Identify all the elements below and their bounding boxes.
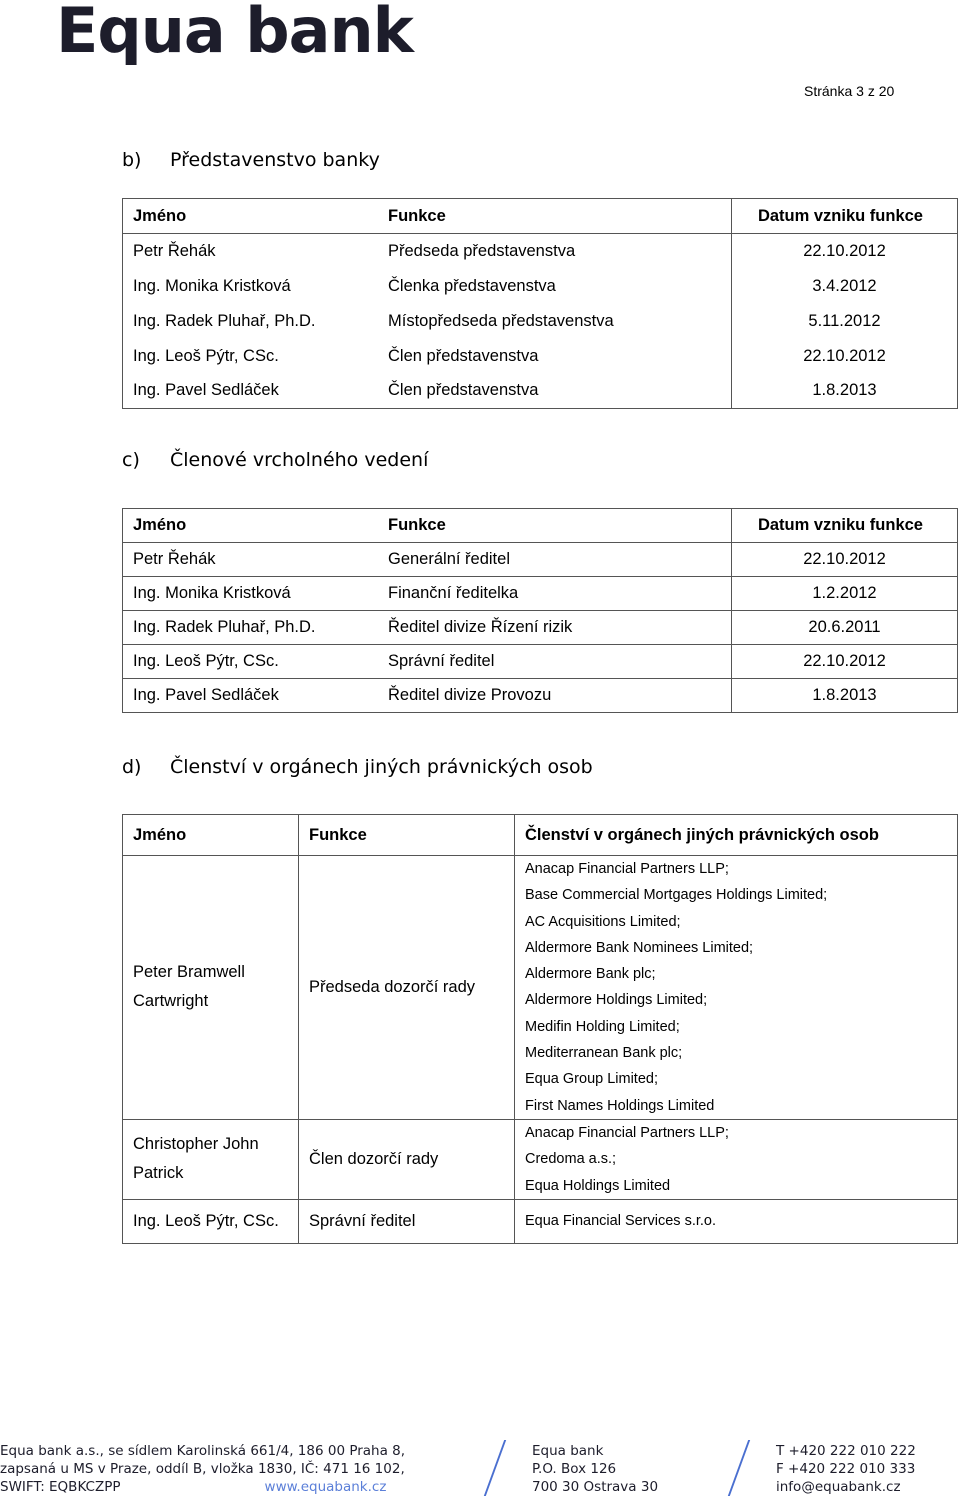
cell-date: 22.10.2012: [732, 543, 958, 577]
cell-function: Člen představenstva: [378, 339, 732, 374]
cell-date: 20.6.2011: [732, 611, 958, 645]
table-header-row: [123, 509, 958, 543]
table-row: [123, 269, 958, 304]
header-memberships: Členství v orgánech jiných právnických osob: [515, 815, 958, 856]
cell-date: 3.4.2012: [812, 276, 877, 295]
membership-item: Equa Financial Services s.r.o.: [525, 1213, 717, 1230]
cell-name: Petr Řehák: [133, 241, 216, 260]
header-name: Jméno: [123, 509, 379, 543]
cell-name: Petr Řehák: [123, 543, 379, 577]
cell-function: Člen představenstva: [378, 374, 732, 409]
section-heading: Členství v orgánech jiných právnických osob: [170, 756, 593, 778]
table-header-row: [123, 815, 958, 856]
table-row: [123, 856, 958, 1120]
membership-item: Mediterranean Bank plc;: [525, 1045, 683, 1062]
table-header-row: [123, 199, 958, 234]
cell-function: Člen dozorčí rady: [299, 1119, 515, 1199]
footer-divider-slash: [484, 1440, 506, 1496]
cell-date: 1.8.2013: [812, 381, 877, 400]
membership-item: Aldermore Bank plc;: [525, 966, 656, 983]
header-date: Datum vzniku funkce: [732, 509, 958, 543]
cell-memberships: [515, 1119, 958, 1199]
cell-name: Ing. Pavel Sedláček: [123, 679, 379, 713]
cell-function: Správní ředitel: [378, 645, 732, 679]
table-row: [123, 577, 958, 611]
footer-fax: F +420 222 010 333: [776, 1461, 916, 1477]
membership-item: Credoma a.s.;: [525, 1151, 617, 1168]
cell-function: Generální ředitel: [378, 543, 732, 577]
cell-date: 22.10.2012: [732, 645, 958, 679]
membership-item: Aldermore Holdings Limited;: [525, 992, 708, 1009]
membership-item: Anacap Financial Partners LLP;: [525, 1124, 729, 1141]
cell-name: Ing. Pavel Sedláček: [133, 381, 279, 400]
table-row: [123, 339, 958, 374]
cell-date: 1.8.2013: [732, 679, 958, 713]
table-row: [123, 679, 958, 713]
cell-date: 22.10.2012: [803, 241, 886, 260]
section-heading: Představenstvo banky: [170, 149, 380, 171]
cell-function: Místopředseda představenstva: [378, 304, 732, 339]
footer-swift: SWIFT: EQBKCZPP: [0, 1479, 121, 1495]
cell-function: Správní ředitel: [299, 1199, 515, 1243]
equa-bank-logo: Equa bank: [56, 0, 413, 67]
footer-line: P.O. Box 126: [532, 1461, 617, 1477]
memberships-table: [122, 814, 958, 1244]
cell-name: Ing. Radek Pluhař, Ph.D.: [123, 611, 379, 645]
cell-name: Ing. Leoš Pýtr, CSc.: [133, 346, 279, 365]
footer-line: 700 30 Ostrava 30: [532, 1479, 659, 1495]
board-table: [122, 198, 958, 409]
footer-line: zapsaná u MS v Praze, oddíl B, vložka 1830, IČ: 471 16 102,: [0, 1461, 405, 1477]
membership-item: Equa Group Limited;: [525, 1071, 658, 1088]
membership-item: Base Commercial Mortgages Holdings Limited;: [525, 887, 828, 904]
section-letter: b): [122, 149, 142, 171]
section-title-management: [122, 449, 428, 471]
header-function: Funkce: [378, 509, 732, 543]
cell-name: Christopher John Patrick: [123, 1119, 299, 1199]
management-table: [122, 508, 958, 713]
footer-website-link[interactable]: www.equabank.cz: [264, 1479, 387, 1495]
table-row: [123, 234, 958, 269]
membership-item: Aldermore Bank Nominees Limited;: [525, 939, 754, 956]
cell-name: Ing. Radek Pluhař, Ph.D.: [133, 311, 316, 330]
footer-contact: [776, 1442, 916, 1496]
cell-name: Ing. Leoš Pýtr, CSc.: [123, 645, 379, 679]
header-date: Datum vzniku funkce: [732, 199, 958, 234]
cell-function: Finanční ředitelka: [378, 577, 732, 611]
page-number: Stránka 3 z 20: [804, 83, 895, 99]
membership-item: First Names Holdings Limited: [525, 1097, 715, 1114]
cell-function: Předseda dozorčí rady: [299, 856, 515, 1120]
cell-name: Peter Bramwell Cartwright: [123, 856, 299, 1120]
footer-line: [0, 1478, 405, 1496]
footer-email-link[interactable]: info@equabank.cz: [776, 1479, 901, 1495]
cell-function: Předseda představenstva: [378, 234, 732, 269]
section-title-board: [122, 149, 380, 171]
cell-date: 1.2.2012: [732, 577, 958, 611]
cell-function: Ředitel divize Provozu: [378, 679, 732, 713]
table-row: [123, 1199, 958, 1243]
table-row: [123, 304, 958, 339]
footer-line: Equa bank a.s., se sídlem Karolinská 661/4, 186 00 Praha 8,: [0, 1443, 406, 1459]
table-row: [123, 374, 958, 409]
header-function: Funkce: [378, 199, 732, 234]
cell-memberships: [515, 1199, 958, 1243]
membership-item: Equa Holdings Limited: [525, 1177, 671, 1194]
section-letter: d): [122, 756, 142, 778]
table-row: [123, 645, 958, 679]
membership-item: Medifin Holding Limited;: [525, 1018, 680, 1035]
header-name: Jméno: [123, 815, 299, 856]
footer-postal-address: [532, 1442, 658, 1496]
table-row: [123, 543, 958, 577]
section-heading: Členové vrcholného vedení: [170, 449, 429, 471]
cell-date: 22.10.2012: [803, 346, 886, 365]
header-function: Funkce: [299, 815, 515, 856]
section-letter: c): [122, 449, 140, 471]
section-title-other-memberships: [122, 756, 593, 778]
cell-name: Ing. Leoš Pýtr, CSc.: [123, 1199, 299, 1243]
table-row: [123, 1119, 958, 1199]
footer-line: Equa bank: [532, 1443, 604, 1459]
cell-function: Ředitel divize Řízení rizik: [378, 611, 732, 645]
table-row: [123, 611, 958, 645]
page-footer: [0, 1442, 960, 1504]
cell-name: Ing. Monika Kristková: [123, 577, 379, 611]
membership-item: Anacap Financial Partners LLP;: [525, 861, 729, 877]
footer-divider-slash: [728, 1440, 750, 1496]
footer-company-info: [0, 1442, 405, 1496]
membership-item: AC Acquisitions Limited;: [525, 913, 681, 930]
cell-date: 5.11.2012: [808, 311, 881, 330]
cell-name: Ing. Monika Kristková: [133, 276, 291, 295]
cell-function: Členka představenstva: [378, 269, 732, 304]
footer-phone: T +420 222 010 222: [776, 1443, 916, 1459]
header-name: Jméno: [123, 199, 379, 234]
cell-memberships: [515, 856, 958, 1120]
